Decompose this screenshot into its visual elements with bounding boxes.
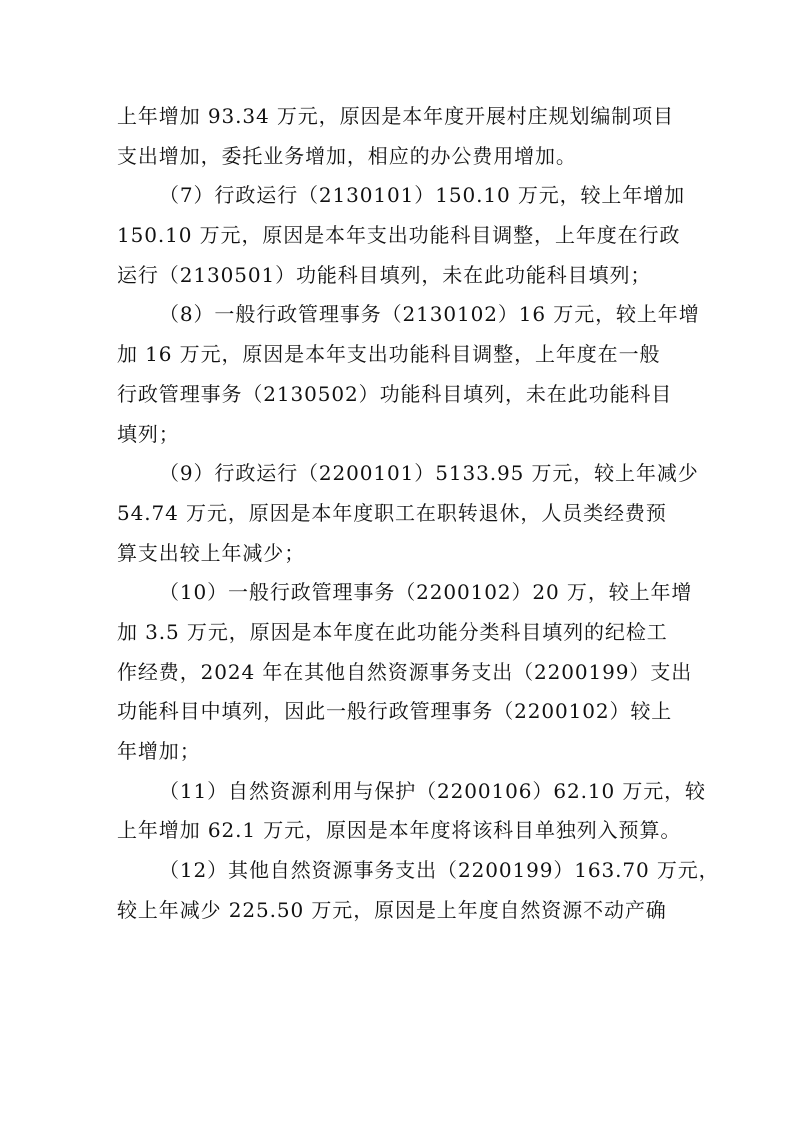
- paragraph-item-11: （11）自然资源利用与保护（2200106）62.10 万元，较: [159, 778, 706, 803]
- paragraph-item-12: （12）其他自然资源事务支出（2200199）163.70 万元，: [159, 858, 720, 883]
- text-line: 上年增加 62.1 万元，原因是本年度将该科目单独列入预算。: [117, 818, 682, 843]
- text-line: 行政管理事务（2130502）功能科目填列，未在此功能科目: [117, 381, 673, 406]
- document-body: [117, 97, 720, 930]
- paragraph-item-8: （8）一般行政管理事务（2130102）16 万元，较上年增: [159, 302, 700, 327]
- text-line: 上年增加 93.34 万元，原因是本年度开展村庄规划编制项目: [117, 104, 674, 128]
- text-line: 支出增加，委托业务增加，相应的办公费用增加。: [117, 143, 577, 168]
- text-line: 加 16 万元，原因是本年支出功能科目调整，上年度在一般: [117, 342, 661, 367]
- text-line: 算支出较上年减少；: [117, 540, 306, 565]
- text-line: 年增加；: [117, 739, 201, 763]
- paragraph-item-9: （9）行政运行（2200101）5133.95 万元，较上年减少: [159, 461, 699, 486]
- text-line: 填列；: [117, 421, 180, 446]
- text-line: 54.74 万元，原因是本年度职工在职转退休，人员类经费预: [117, 500, 667, 525]
- text-line: 较上年减少 225.50 万元，原因是上年度自然资源不动产确: [117, 897, 667, 922]
- text-line: 作经费，2024 年在其他自然资源事务支出（2200199）支出: [117, 659, 693, 684]
- text-line: 功能科目中填列，因此一般行政管理事务（2200102）较上: [117, 699, 673, 724]
- text-line: 加 3.5 万元，原因是本年度在此功能分类科目填列的纪检工: [117, 619, 668, 644]
- text-line: 运行（2130501）功能科目填列，未在此功能科目填列；: [117, 262, 652, 287]
- paragraph-item-10: （10）一般行政管理事务（2200102）20 万，较上年增: [159, 580, 693, 605]
- text-line: 150.10 万元，原因是本年支出功能科目调整，上年度在行政: [117, 223, 681, 248]
- paragraph-item-7: （7）行政运行（2130101）150.10 万元，较上年增加: [159, 183, 686, 208]
